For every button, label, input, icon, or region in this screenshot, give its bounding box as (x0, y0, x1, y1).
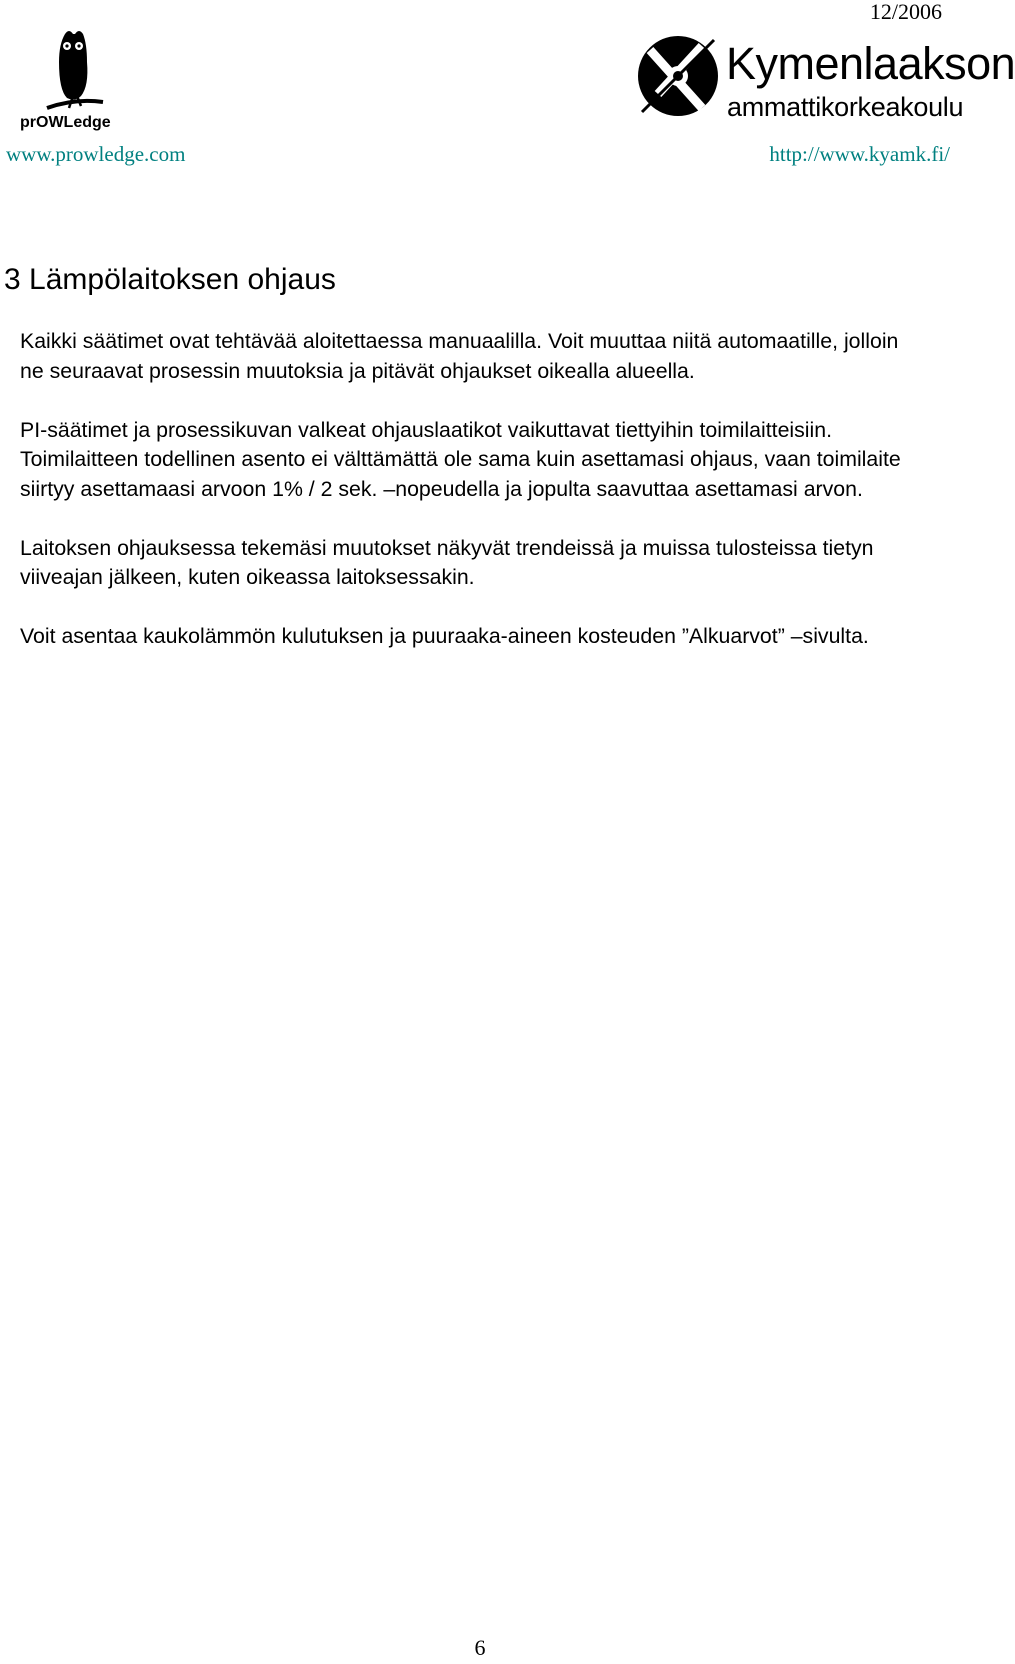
prowledge-logo (20, 28, 130, 138)
owl-on-branch-icon (45, 28, 105, 112)
kyamk-url-link[interactable]: http://www.kyamk.fi/ (769, 142, 950, 166)
paragraph: Voit asentaa kaukolämmön kulutuksen ja puuraaka-aineen kosteuden ”Alkuarvot” –sivulta. (20, 624, 869, 648)
kyamk-subtitle: ammattikorkeakoulu (727, 92, 964, 122)
paragraph: PI-säätimet ja prosessikuvan valkeat ohjauslaatikot vaikuttavat tiettyihin toimilaitteisiin. Toimilaitteen todellinen asento ei välttämättä ole sama kuin asettamasi ohjaus, vaan toimilaite siirtyy asettamaasi arvoon 1% / 2 sek. –nopeudella ja jopulta saavuttaa asettamasi arvon. (20, 417, 901, 501)
kyamk-logo (636, 34, 1015, 126)
kyamk-name: Kymenlaakson (726, 38, 1015, 89)
paragraph: Kaikki säätimet ovat tehtävää aloitettaessa manuaalilla. Voit muuttaa niitä automaatille, jolloin ne seuraavat prosessin muutoksia ja pitävät ohjaukset oikealla alueella. (20, 329, 899, 383)
prowledge-wordmark: prOWLedge (20, 114, 111, 131)
prowledge-url-link[interactable]: www.prowledge.com (6, 142, 186, 166)
kyamk-emblem-icon (636, 34, 720, 118)
paragraph: Laitoksen ohjauksessa tekemäsi muutokset näkyvät trendeissä ja muissa tulosteissa tietyn viiveajan jälkeen, kuten oikeassa laitoksessakin. (20, 535, 874, 589)
document-date: 12/2006 (869, 0, 942, 24)
section-body (20, 327, 920, 681)
section-heading: 3 Lämpölaitoksen ohjaus (4, 263, 336, 296)
page-number: 6 (474, 1635, 486, 1660)
